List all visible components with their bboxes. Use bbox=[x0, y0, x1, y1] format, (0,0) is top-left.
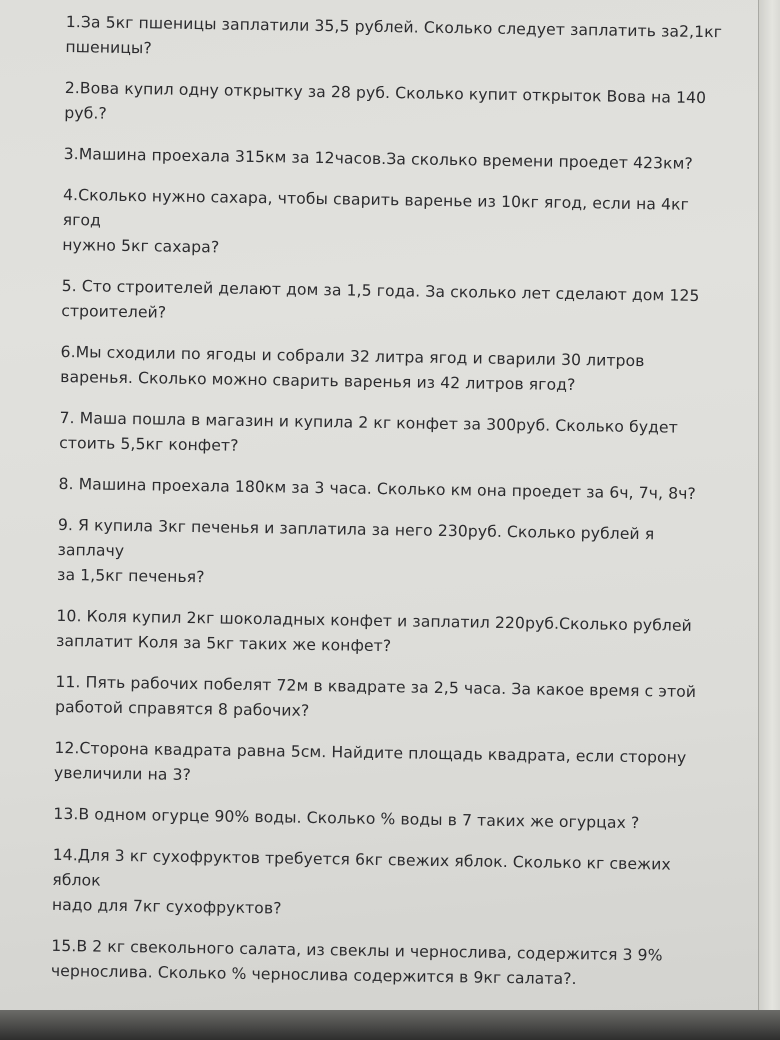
task-7-line-1: 7. Маша пошла в магазин и купила 2 кг конфет за 300руб. Сколько будет bbox=[59, 408, 679, 437]
task-14-line-2: надо для 7кг сухофруктов? bbox=[51, 895, 282, 918]
task-5 bbox=[61, 274, 730, 334]
task-4 bbox=[62, 183, 731, 268]
task-1-line-1: 1.За 5кг пшеницы заплатили 35,5 рублей. Сколько следует заплатить за2,1кг bbox=[65, 12, 723, 42]
task-11-line-2: работой справятся 8 рабочих? bbox=[54, 697, 310, 720]
task-6 bbox=[60, 340, 729, 400]
task-13 bbox=[53, 802, 721, 837]
task-8-line-1: 8. Машина проехала 180км за 3 часа. Сколько км она проедет за 6ч, 7ч, 8ч? bbox=[58, 474, 697, 503]
task-2-line-1: 2.Вова купил одну открытку за 28 руб. Сколько купит открыток Вова на 140 bbox=[64, 78, 707, 108]
task-15 bbox=[51, 934, 720, 994]
task-2-line-2: руб.? bbox=[64, 103, 108, 123]
task-list bbox=[50, 10, 733, 1010]
task-14-line-1: 14.Для 3 кг сухофруктов требуется 6кг свежих яблок. Сколько кг свежих яблок bbox=[52, 845, 671, 890]
task-14 bbox=[52, 843, 721, 928]
task-5-line-1: 5. Сто строителей делают дом за 1,5 года. За сколько лет сделают дом 125 bbox=[61, 276, 700, 305]
task-3 bbox=[64, 142, 732, 177]
task-12 bbox=[54, 736, 723, 796]
task-10-line-1: 10. Коля купил 2кг шоколадных конфет и заплатил 220руб.Сколько рублей bbox=[56, 606, 693, 635]
task-6-line-2: варенья. Сколько можно сварить варенья из 42 литров ягод? bbox=[60, 367, 576, 395]
task-9-line-1: 9. Я купила 3кг печенья и заплатила за него 230руб. Сколько рублей я заплачу bbox=[57, 515, 655, 560]
task-13-line-1: 13.В одном огурце 90% воды. Сколько % воды в 7 таких же огурцах ? bbox=[53, 804, 640, 833]
task-6-line-1: 6.Мы сходили по ягоды и собрали 32 литра ягод и сварили 30 литров bbox=[60, 342, 645, 371]
task-11-line-1: 11. Пять рабочих побелят 72м в квадрате за 2,5 часа. За какое время с этой bbox=[55, 672, 697, 701]
task-9-line-2: за 1,5кг печенья? bbox=[56, 565, 205, 587]
task-4-line-2: нужно 5кг сахара? bbox=[62, 235, 220, 257]
task-10 bbox=[56, 604, 725, 664]
task-7 bbox=[59, 406, 728, 466]
task-10-line-2: заплатит Коля за 5кг таких же конфет? bbox=[55, 631, 392, 656]
task-9 bbox=[57, 513, 726, 598]
task-8 bbox=[58, 472, 726, 507]
task-15-line-2: чернослива. Сколько % чернослива содержится в 9кг салата?. bbox=[50, 961, 577, 989]
underlying-page-edge bbox=[758, 0, 780, 1010]
task-3-line-1: 3.Машина проехала 315км за 12часов.За сколько времени проедет 423км? bbox=[63, 144, 693, 173]
task-1 bbox=[65, 10, 734, 70]
bottom-shadow bbox=[0, 1010, 780, 1040]
task-15-line-1: 15.В 2 кг свекольного салата, из свеклы и чернослива, содержится 3 9% bbox=[51, 936, 663, 965]
task-5-line-2: строителей? bbox=[61, 301, 167, 322]
task-1-line-2: пшеницы? bbox=[65, 37, 152, 58]
task-12-line-1: 12.Сторона квадрата равна 5см. Найдите площадь квадрата, если сторону bbox=[54, 738, 687, 767]
task-11 bbox=[55, 670, 724, 730]
task-4-line-1: 4.Сколько нужно сахара, чтобы сварить варенье из 10кг ягод, если на 4кг ягод bbox=[62, 185, 690, 230]
task-2 bbox=[64, 76, 733, 136]
task-7-line-2: стоить 5,5кг конфет? bbox=[59, 433, 239, 455]
task-12-line-2: увеличили на 3? bbox=[53, 763, 192, 785]
